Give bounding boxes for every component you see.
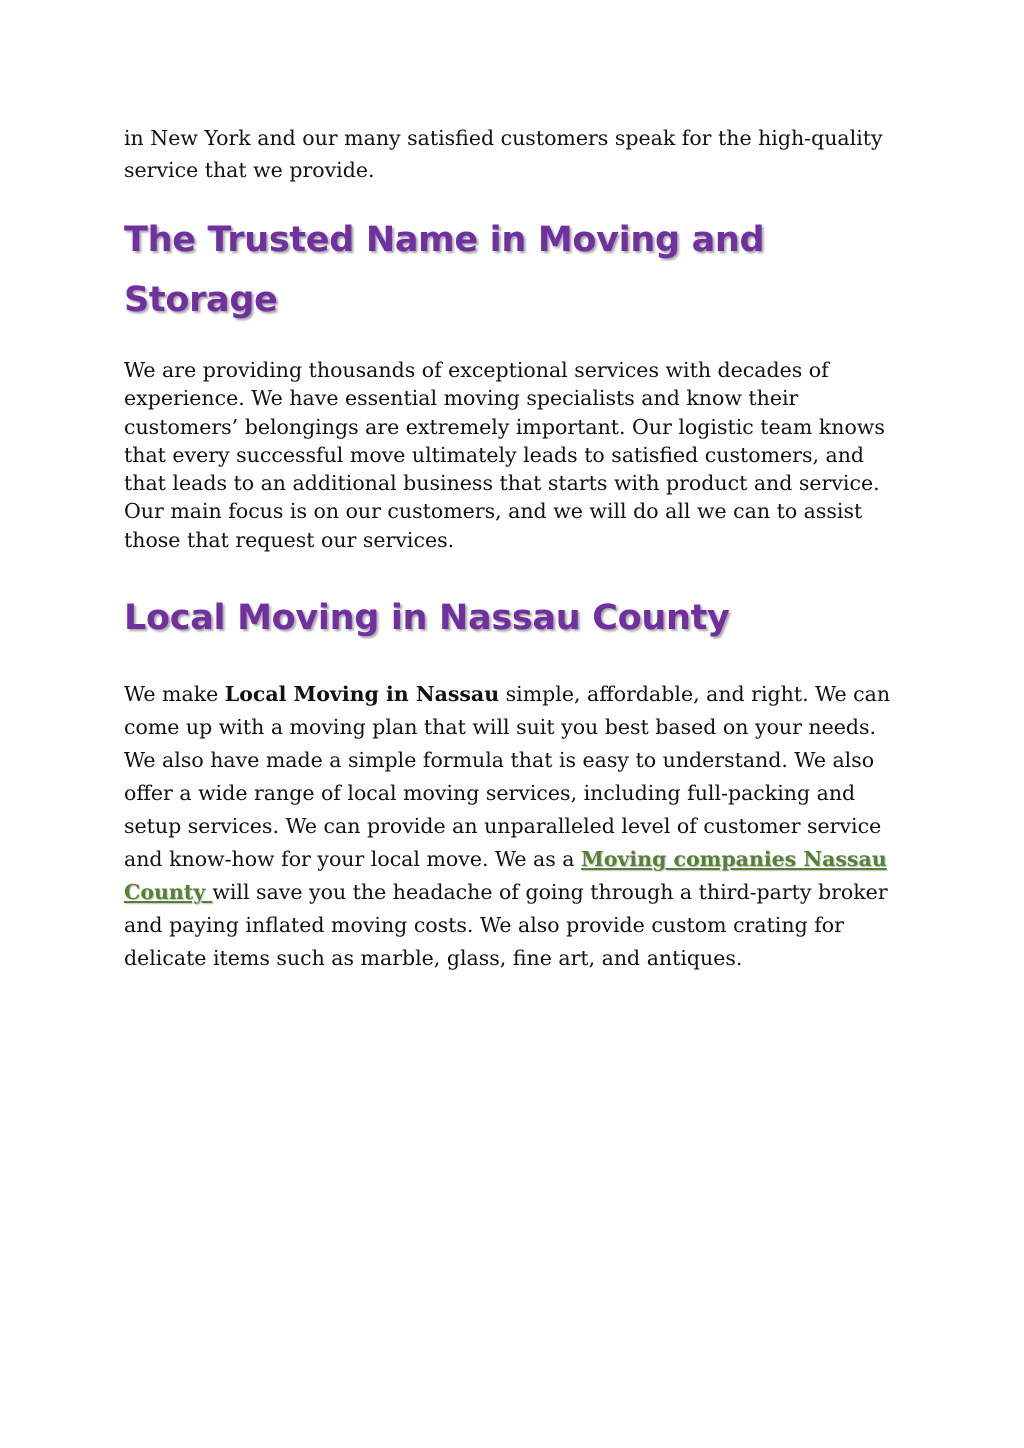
moving-companies-link[interactable]: Moving companies Nassau County [124, 847, 887, 905]
intro-paragraph: in New York and our many satisfied customers speak for the high-quality service that we provide. [124, 126, 883, 182]
section-body-trusted-name: We are providing thousands of exceptional services with decades of experience. We have essential moving specialists and know their customers’ belongings are extremely important. Our logistic team knows that every successful move ultimately leads to satisfied customers, and that leads to an additional business that starts with product and service. Our main focus is on our customers, and we will do all we can to assist those that request our services. [124, 358, 885, 552]
section-heading-trusted-name: The Trusted Name in Moving and Storage [124, 220, 765, 320]
body-text-prefix: We make [124, 682, 225, 707]
section-body-local-moving [124, 678, 908, 975]
body-text-suffix: will save you the headache of going through a third-party broker and paying inflated moving costs. We also provide custom crating for delicate items such as marble, glass, fine art, and antiques. [124, 880, 888, 971]
bold-phrase-local-moving: Local Moving in Nassau [224, 682, 500, 707]
section-heading-local-moving: Local Moving in Nassau County [124, 598, 730, 639]
page-content [124, 122, 908, 975]
body-text-middle: simple, affordable, and right. We can come up with a moving plan that will suit you best based on your needs. We also have made a simple formula that is easy to understand. We also offer a wide range of local moving services, including full-packing and setup services. We can provide an unparalleled level of customer service and know-how for your local move. We as a [124, 682, 891, 872]
